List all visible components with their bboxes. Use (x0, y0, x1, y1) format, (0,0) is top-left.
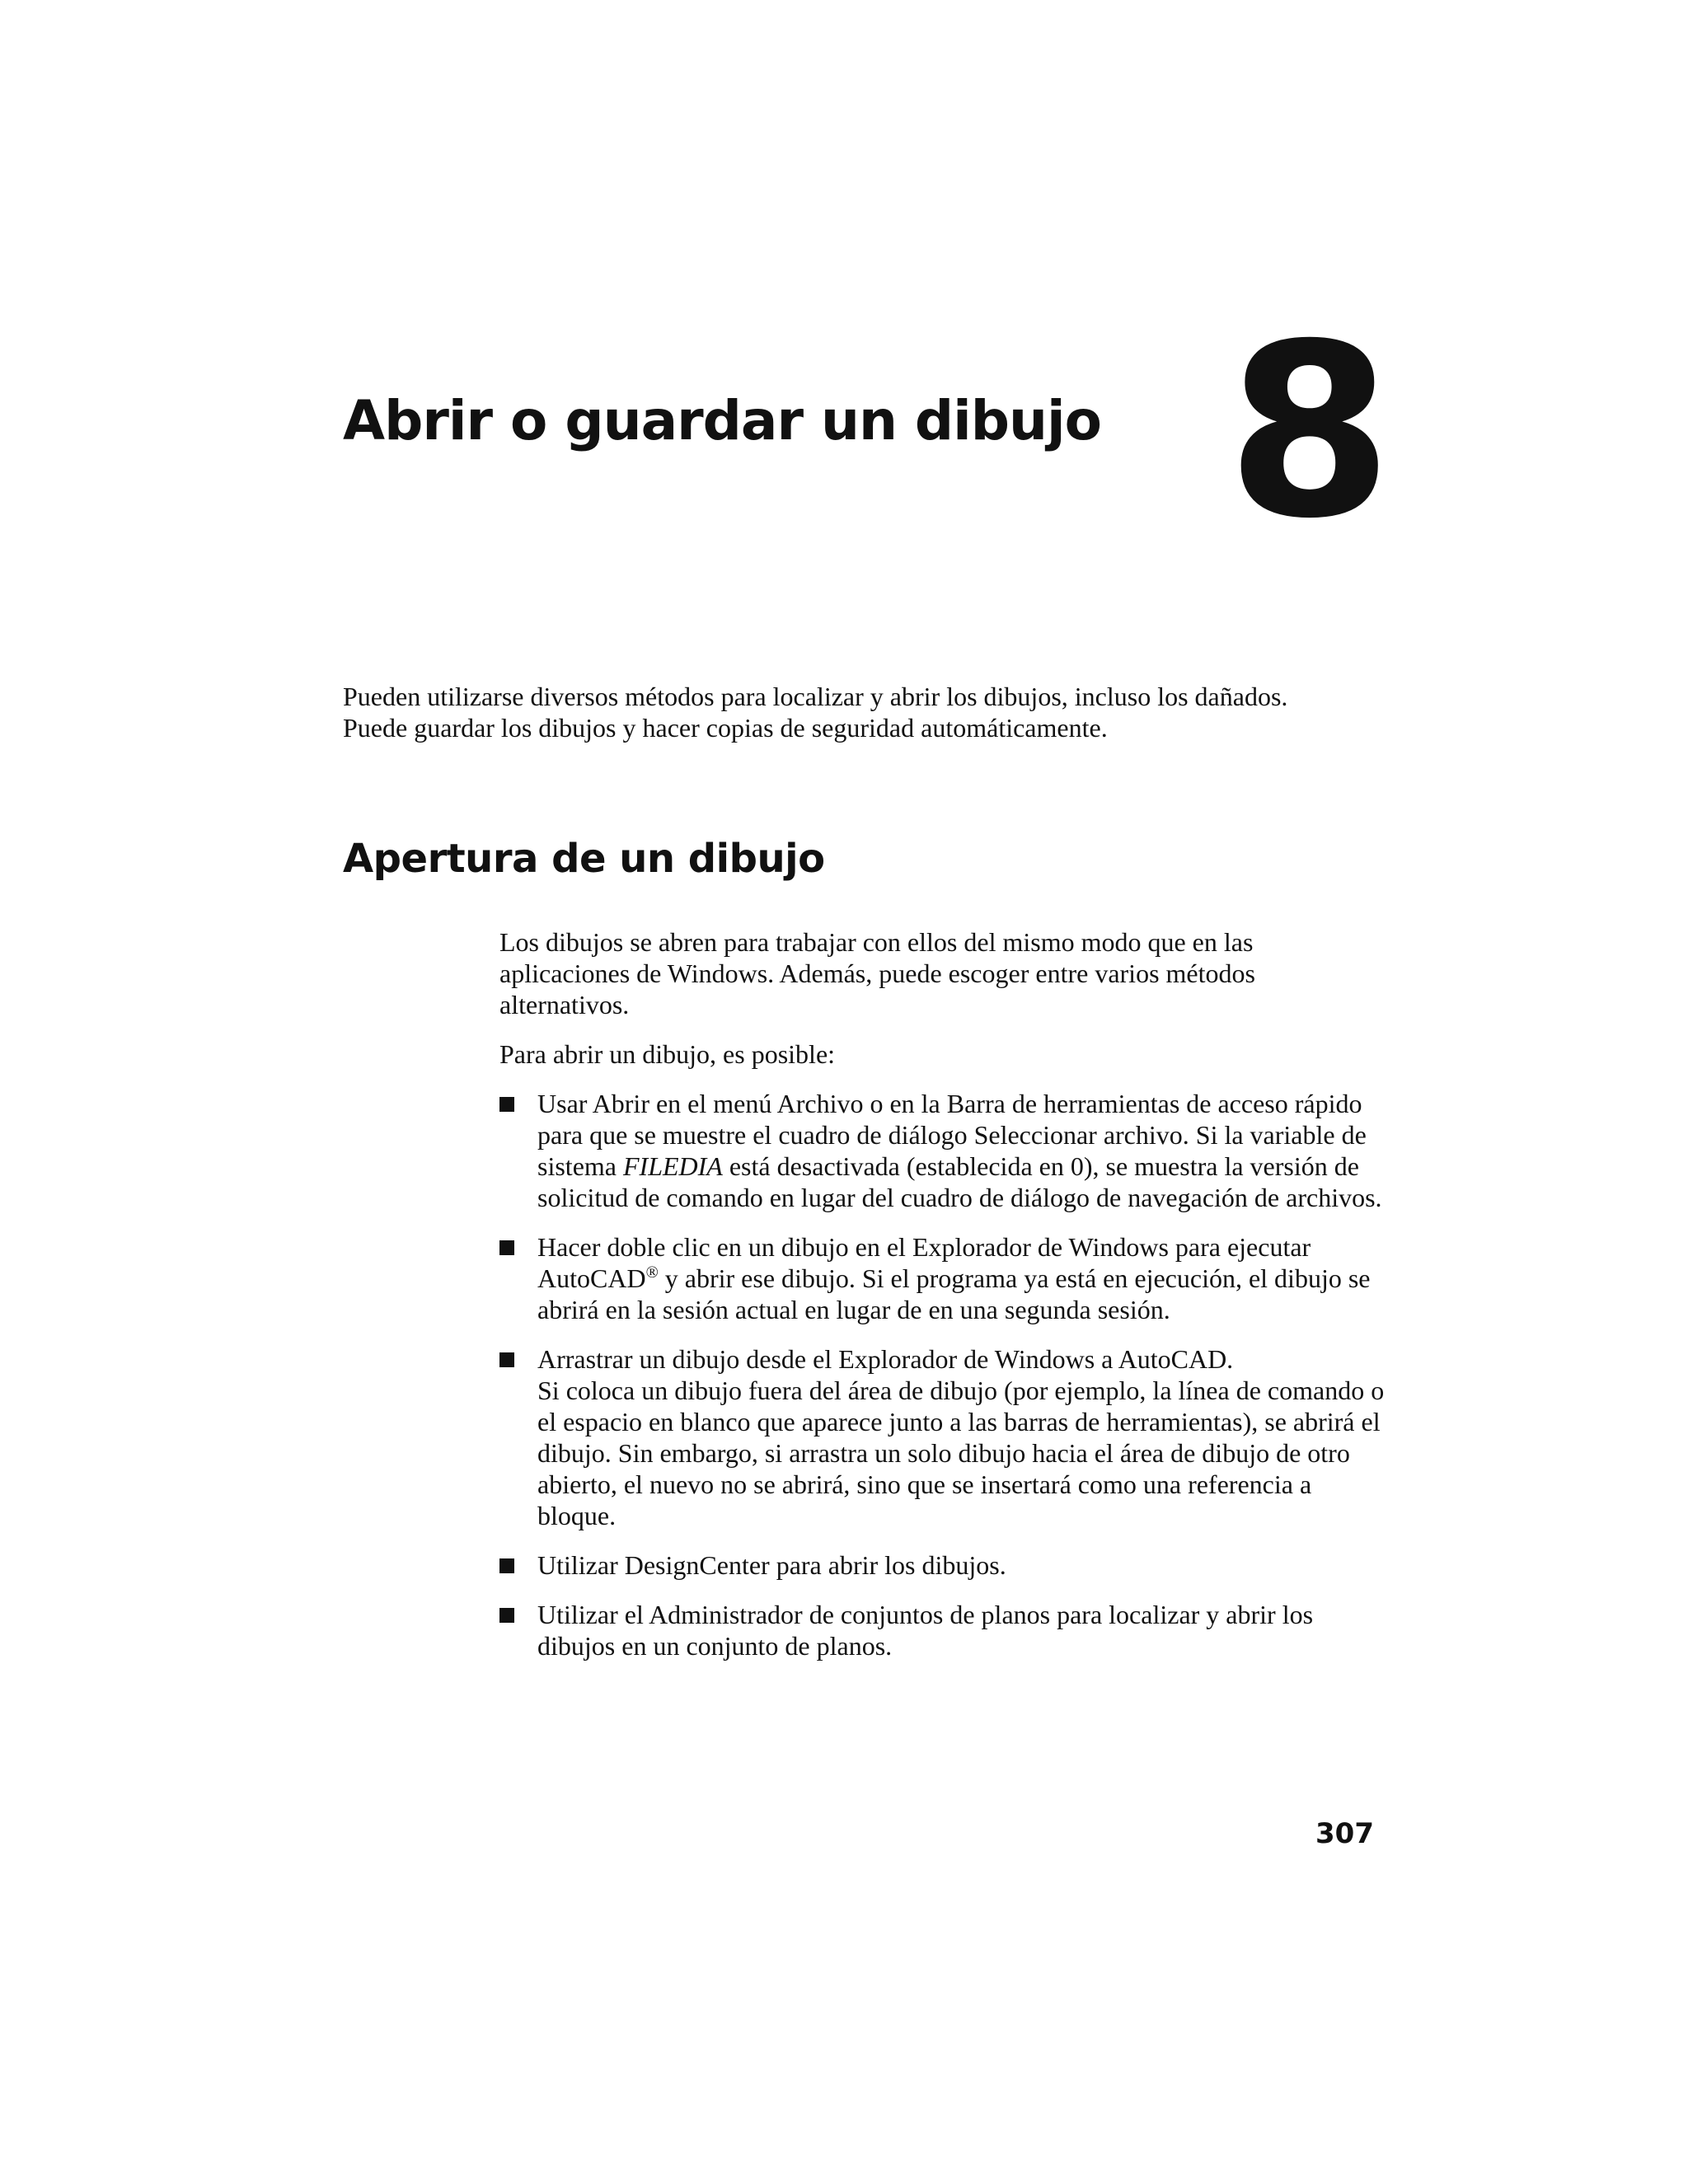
list-item-text-4: Utilizar DesignCenter para abrir los dibujos. (537, 1550, 1006, 1580)
list-item-text-3a: Arrastrar un dibujo desde el Explorador de Windows a AutoCAD. (537, 1344, 1234, 1374)
list-item (499, 1599, 1390, 1661)
list-item-text-2b: y abrir ese dibujo. Si el programa ya está en ejecución, el dibujo se abrirá en la sesión actual en lugar de en una segunda sesión. (537, 1263, 1371, 1324)
intro-line-1: Pueden utilizarse diversos métodos para localizar y abrir los dibujos, incluso los dañados. (343, 682, 1288, 711)
list-item (499, 1343, 1390, 1531)
list-item-text-5: Utilizar el Administrador de conjuntos de planos para localizar y abrir los dibujos en un conjunto de planos. (537, 1600, 1314, 1661)
list-item (499, 1549, 1390, 1581)
registered-mark: ® (645, 1263, 659, 1282)
list-item-text-1b: está desactivada (establecida en 0), se muestra la versión de solicitud de comando en lugar del cuadro de diálogo de navegación de archivos. (537, 1151, 1382, 1212)
section-title: Apertura de un dibujo (343, 836, 825, 882)
square-bullet-icon (499, 1097, 514, 1112)
square-bullet-icon (499, 1558, 514, 1573)
intro-paragraph (343, 681, 1414, 743)
list-item (499, 1231, 1390, 1325)
chapter-number: 8 (1226, 293, 1388, 571)
list-item-text-3b: Si coloca un dibujo fuera del área de dibujo (por ejemplo, la línea de comando o el espacio en blanco que aparece junto a las barras de herramientas), se abrirá el dibujo. Sin embargo, si arrastra un solo dibujo hacia el área de dibujo de otro abierto, el nuevo no se abrirá, sino que se insertará como una referencia a bloque. (537, 1376, 1385, 1530)
filedia-variable: FILEDIA (622, 1151, 723, 1181)
section-body (499, 926, 1390, 1680)
list-item-text-1a: Usar Abrir en el menú Archivo o en la Barra de herramientas de acceso rápido para que se muestre el cuadro de diálogo Seleccionar archivo. Si la variable de sistema (537, 1089, 1367, 1181)
section-paragraph-2: Para abrir un dibujo, es posible: (499, 1039, 836, 1069)
square-bullet-icon (499, 1608, 514, 1623)
list-item (499, 1088, 1390, 1213)
square-bullet-icon (499, 1240, 514, 1255)
list-item-text-2a: Hacer doble clic en un dibujo en el Explorador de Windows para ejecutar AutoCAD (537, 1232, 1311, 1293)
page-number: 307 (1315, 1817, 1374, 1850)
intro-line-2: Puede guardar los dibujos y hacer copias de seguridad automáticamente. (343, 713, 1108, 743)
section-paragraph-1: Los dibujos se abren para trabajar con ellos del mismo modo que en las aplicaciones de Windows. Además, puede escoger entre varios métodos alternativos. (499, 927, 1255, 1019)
square-bullet-icon (499, 1352, 514, 1367)
chapter-title: Abrir o guardar un dibujo (343, 389, 1101, 452)
methods-list (499, 1088, 1390, 1661)
